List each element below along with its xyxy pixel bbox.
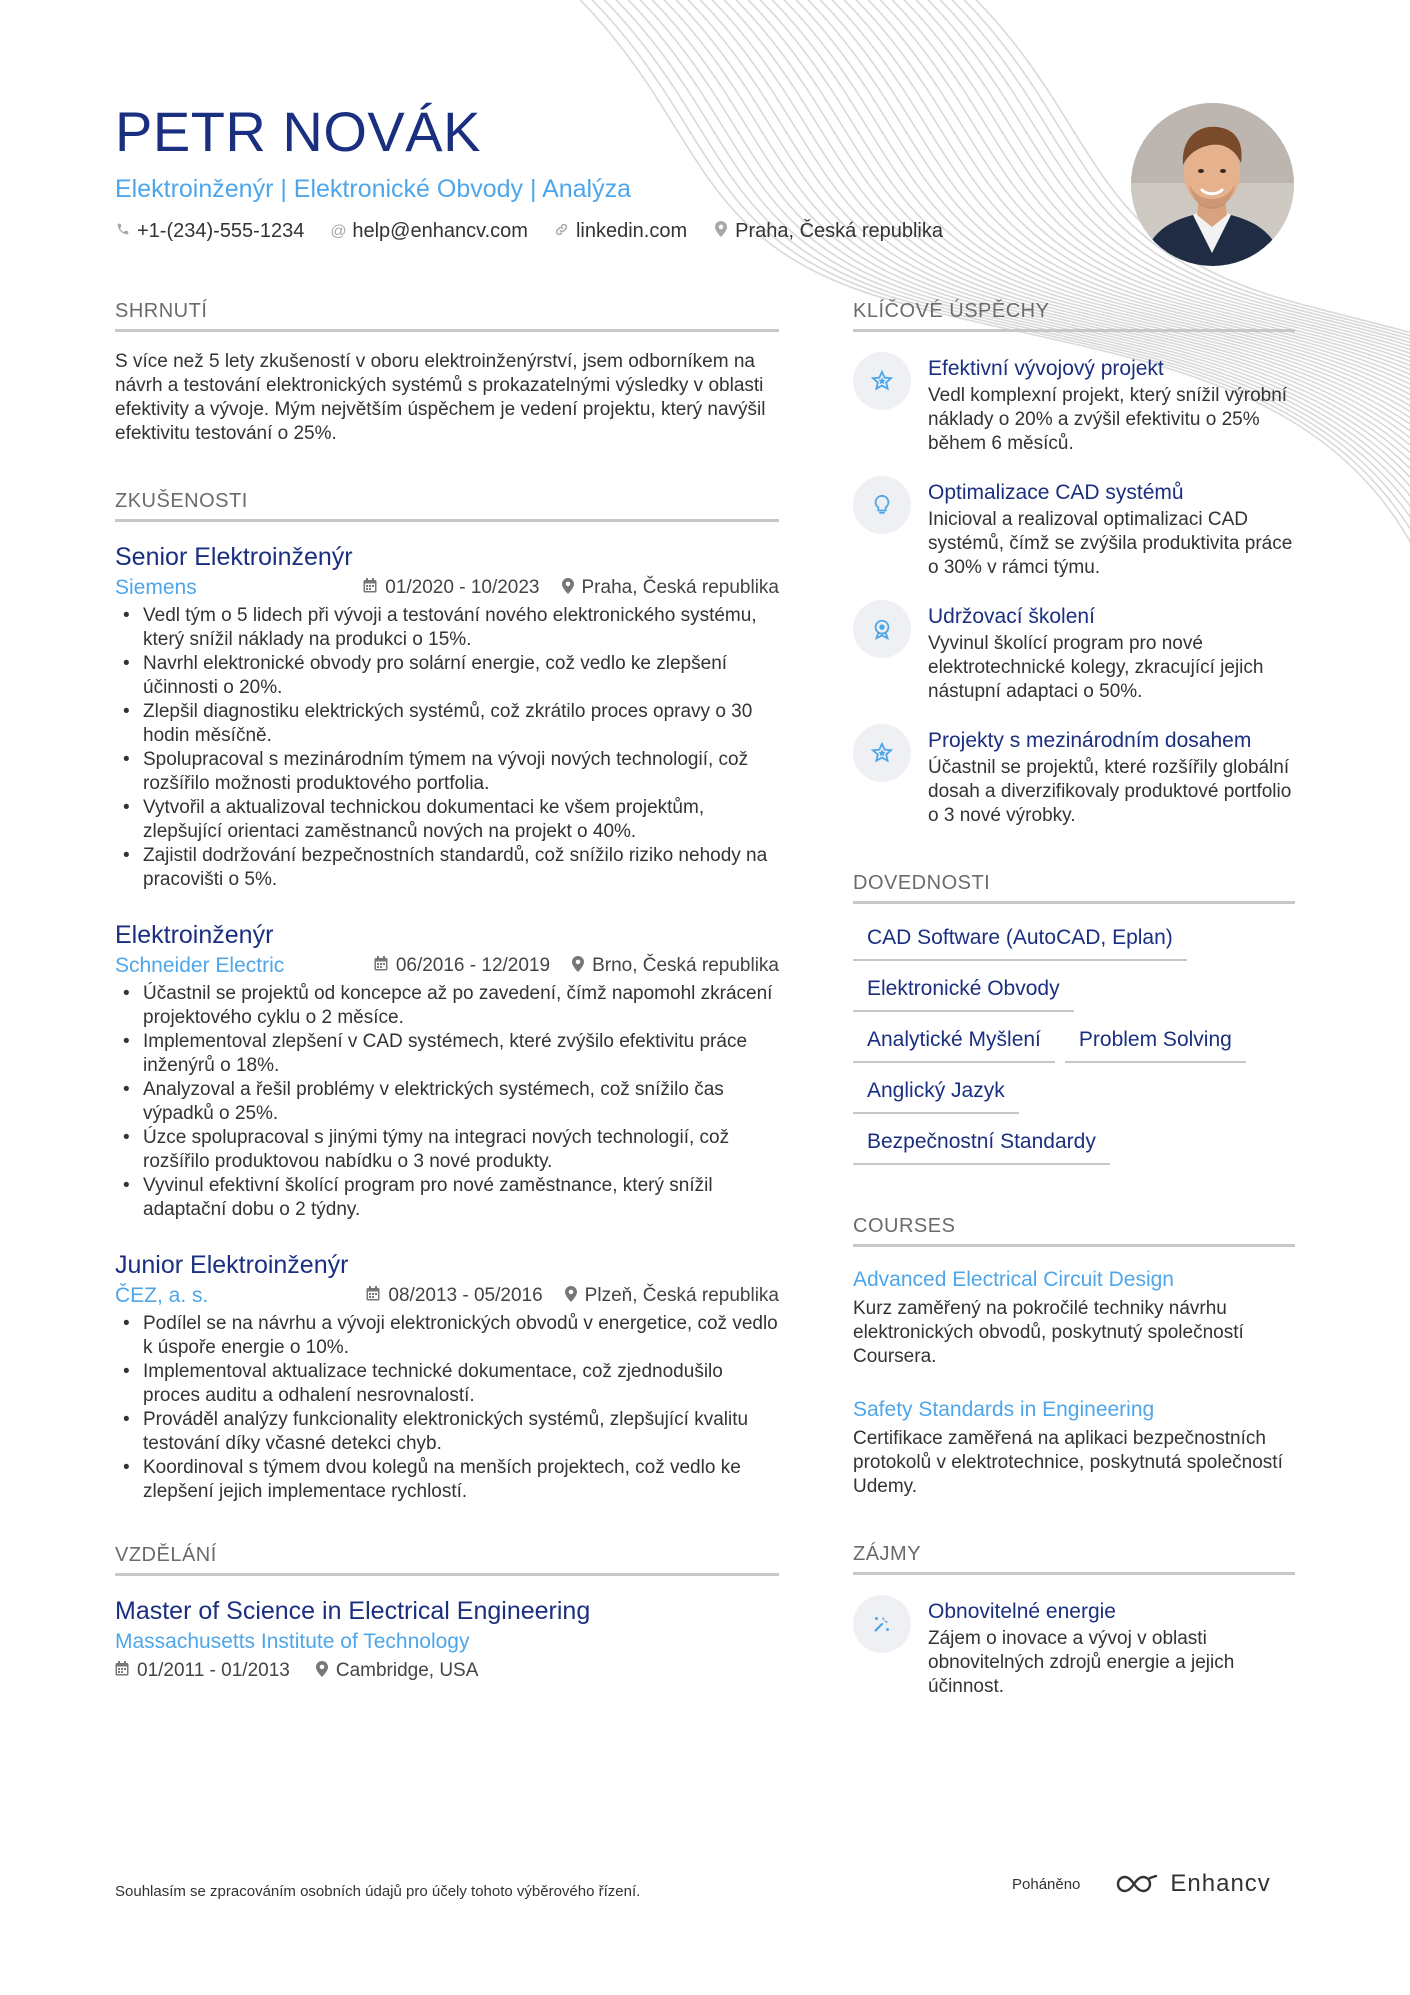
- powered-by[interactable]: [1012, 1870, 1271, 1898]
- bullet-item: • Spolupracoval s mezinárodním týmem na vývoji nových technologií, což rozšířilo možnosti produktového portfolia.: [115, 748, 779, 796]
- achievement-desc: Účastnil se projektů, které rozšířily globální dosah a diverzifikovaly produktové portfolio o 3 nové výrobky.: [928, 757, 1292, 826]
- star-icon: [853, 352, 911, 410]
- job-bullets: [115, 604, 779, 892]
- job-bullets: [115, 982, 779, 1222]
- achievement-item: [853, 604, 1295, 704]
- star-icon: [853, 724, 911, 782]
- skill-tag: Analytické Myšlení: [853, 1018, 1055, 1063]
- achievement-desc: Vyvinul školící program pro nové elektrotechnické kolegy, zkracující jejich nástupní adaptaci o 50%.: [928, 633, 1264, 702]
- summary-text: S více než 5 lety zkušeností v oboru elektroinženýrství, jsem odborníkem na návrh a testování elektronických systémů s prokazatelnými výsledky v oblasti efektivity a vývoje. Mým největším úspěchem je vedení projektu, který navýšil efektivitu testování o 25%.: [115, 351, 766, 444]
- education-school: Massachusetts Institute of Technology: [115, 1630, 470, 1653]
- contact-phone-text: +1-(234)-555-1234: [137, 220, 305, 242]
- course-item: [853, 1267, 1295, 1369]
- education-dates: 01/2011 - 01/2013: [137, 1660, 290, 1681]
- enhancv-logo: [1114, 1870, 1270, 1898]
- location-pin-icon: [713, 221, 729, 242]
- course-item: [853, 1397, 1295, 1499]
- location-pin-icon: [572, 956, 584, 977]
- achievement-desc: Inicioval a realizoval optimalizaci CAD systémů, čímž se zvýšila produktivita práce o 30% v rámci týmu.: [928, 509, 1293, 578]
- skill-tag: CAD Software (AutoCAD, Eplan): [853, 916, 1187, 961]
- brand-name: Enhancv: [1170, 1870, 1271, 1897]
- bullet-item: • Analyzoval a řešil problémy v elektrických systémech, což snížilo čas výpadků o 25%.: [115, 1078, 779, 1126]
- achievement-item: [853, 480, 1295, 580]
- location-pin-icon: [562, 578, 574, 599]
- course-desc: Kurz zaměřený na pokročilé techniky návrhu elektronických obvodů, poskytnutý společností Coursera.: [853, 1298, 1244, 1367]
- education-heading: VZDĚLÁNÍ: [115, 1544, 779, 1576]
- job-location: Brno, Česká republika: [592, 955, 779, 976]
- interest-desc: Zájem o inovace a vývoj v oblasti obnovitelných zdrojů energie a jejich účinnost.: [928, 1628, 1235, 1697]
- bullet-item: • Implementoval zlepšení v CAD systémech, které zvýšilo efektivitu práce inženýrů o 18%.: [115, 1030, 779, 1078]
- job-meta: [115, 954, 779, 978]
- bullet-item: • Prováděl analýzy funkcionality elektronických systémů, zlepšující kvalitu testování díky včasné detekci chyb.: [115, 1408, 779, 1456]
- candidate-name: PETR NOVÁK: [115, 100, 481, 163]
- job-entry: [115, 542, 779, 892]
- job-entry: [115, 1250, 779, 1504]
- calendar-icon: [366, 1286, 380, 1306]
- bullet-item: • Účastnil se projektů od koncepce až po zavedení, čímž napomohl zkrácení projektového cyklu o 2 měsíce.: [115, 982, 779, 1030]
- award-icon: [853, 600, 911, 658]
- education-section: [115, 1544, 779, 1682]
- consent-text: Souhlasím se zpracováním osobních údajů pro účely tohoto výběrového řízení.: [115, 1883, 641, 1900]
- contact-location-text: Praha, Česká republika: [735, 220, 943, 242]
- left-column: [115, 300, 779, 1682]
- contact-email[interactable]: [330, 220, 528, 243]
- at-icon: @: [330, 222, 347, 240]
- skills-list: [853, 916, 1295, 1171]
- bullet-item: • Zlepšil diagnostiku elektrických systémů, což zkrátilo proces opravy o 30 hodin měsíčně.: [115, 700, 779, 748]
- experience-section: [115, 490, 779, 1504]
- profile-photo: [1131, 103, 1294, 266]
- contact-phone[interactable]: [115, 220, 304, 243]
- achievement-title: Efektivní vývojový projekt: [928, 357, 1164, 380]
- skills-heading: DOVEDNOSTI: [853, 872, 1295, 904]
- achievement-title: Udržovací školení: [928, 605, 1095, 628]
- skill-tag: Problem Solving: [1065, 1018, 1246, 1063]
- phone-icon: [115, 222, 131, 241]
- resume-header: [115, 100, 1115, 243]
- interest-item: [853, 1599, 1295, 1699]
- job-meta: [115, 576, 779, 600]
- contact-linkedin[interactable]: [554, 220, 687, 243]
- right-column: [853, 300, 1295, 1699]
- achievements-heading: KLÍČOVÉ ÚSPĚCHY: [853, 300, 1295, 332]
- bullet-item: • Zajistil dodržování bezpečnostních standardů, což snížilo riziko nehody na pracovišti o 5%.: [115, 844, 779, 892]
- skill-tag: Bezpečnostní Standardy: [853, 1120, 1110, 1165]
- interests-heading: ZÁJMY: [853, 1543, 1295, 1575]
- job-bullets: [115, 1312, 779, 1504]
- calendar-icon: [374, 956, 388, 976]
- education-location: Cambridge, USA: [335, 1660, 479, 1681]
- contact-linkedin-text: linkedin.com: [575, 220, 688, 242]
- courses-heading: COURSES: [853, 1215, 1295, 1247]
- job-location: Plzeň, Česká republika: [584, 1285, 779, 1306]
- skill-tag: Anglický Jazyk: [853, 1069, 1019, 1114]
- education-degree: Master of Science in Electrical Engineering: [115, 1597, 591, 1625]
- experience-heading: ZKUŠENOSTI: [115, 490, 779, 522]
- achievement-item: [853, 728, 1295, 828]
- achievement-desc: Vedl komplexní projekt, který snížil výrobní náklady o 20% a zvýšil efektivitu o 25% během 6 měsíců.: [928, 385, 1288, 454]
- interests-section: [853, 1543, 1295, 1699]
- job-dates: 06/2016 - 12/2019: [395, 955, 551, 976]
- interest-title: Obnovitelné energie: [928, 1600, 1116, 1623]
- bullet-item: • Úzce spolupracoval s jinými týmy na integraci nových technologií, což rozšířilo produktovou nabídku o 3 nové produkty.: [115, 1126, 779, 1174]
- lightbulb-icon: [853, 476, 911, 534]
- bullet-item: • Implementoval aktualizace technické dokumentace, což zjednodušilo proces auditu a odhalení nesrovnalostí.: [115, 1360, 779, 1408]
- job-meta: [115, 1284, 779, 1308]
- job-title: Senior Elektroinženýr: [115, 543, 353, 571]
- contact-info: [115, 220, 1115, 243]
- calendar-icon: [363, 578, 377, 598]
- job-company: Schneider Electric: [115, 954, 285, 977]
- job-location: Praha, Česká republika: [581, 577, 779, 598]
- job-company: Siemens: [115, 576, 197, 599]
- course-desc: Certifikace zaměřená na aplikaci bezpečnostních protokolů v elektrotechnice, poskytnutá společností Udemy.: [853, 1428, 1283, 1497]
- bullet-item: • Navrhl elektronické obvody pro solární energie, což vedlo ke zlepšení účinnosti o 20%.: [115, 652, 779, 700]
- courses-section: [853, 1215, 1295, 1499]
- bullet-item: • Koordinoval s týmem dvou kolegů na menších projektech, což vedlo ke zlepšení jejich implementace rychlostí.: [115, 1456, 779, 1504]
- course-title: Safety Standards in Engineering: [853, 1398, 1155, 1421]
- calendar-icon: [115, 1661, 129, 1681]
- achievement-item: [853, 356, 1295, 456]
- job-company: ČEZ, a. s.: [115, 1284, 209, 1307]
- achievements-section: [853, 300, 1295, 828]
- contact-location: [713, 220, 943, 243]
- job-dates: 01/2020 - 10/2023: [385, 577, 540, 598]
- job-dates: 08/2013 - 05/2016: [388, 1285, 543, 1306]
- location-pin-icon: [316, 1661, 328, 1682]
- bullet-item: • Vedl tým o 5 lidech při vývoji a testování nového elektronického systému, který snížil náklady na produkci o 15%.: [115, 604, 779, 652]
- link-icon: [554, 222, 570, 242]
- contact-email-text: help@enhancv.com: [352, 220, 528, 242]
- bullet-item: • Vyvinul efektivní školící program pro nové zaměstnance, který snížil adaptační dobu o 2 týdny.: [115, 1174, 779, 1222]
- achievement-title: Optimalizace CAD systémů: [928, 481, 1184, 504]
- powered-label: Poháněno: [1012, 1875, 1081, 1893]
- achievement-title: Projekty s mezinárodním dosahem: [928, 729, 1252, 752]
- skill-tag: Elektronické Obvody: [853, 967, 1074, 1012]
- course-title: Advanced Electrical Circuit Design: [853, 1268, 1174, 1291]
- job-entry: [115, 920, 779, 1222]
- job-title: Elektroinženýr: [115, 921, 274, 949]
- candidate-headline: Elektroinženýr | Elektronické Obvody | Analýza: [115, 175, 632, 203]
- job-title: Junior Elektroinženýr: [115, 1251, 349, 1279]
- education-meta: [115, 1660, 779, 1682]
- bullet-item: • Podílel se na návrhu a vývoji elektronických obvodů v energetice, což vedlo k úspoře energie o 10%.: [115, 1312, 779, 1360]
- bullet-item: • Vytvořil a aktualizoval technickou dokumentaci ke všem projektům, zlepšující orientaci zaměstnanců nových na projekt o 40%.: [115, 796, 779, 844]
- skills-section: [853, 872, 1295, 1171]
- summary-section: [115, 300, 779, 446]
- wrench-icon: [853, 1595, 911, 1653]
- location-pin-icon: [565, 1286, 577, 1307]
- summary-heading: SHRNUTÍ: [115, 300, 779, 332]
